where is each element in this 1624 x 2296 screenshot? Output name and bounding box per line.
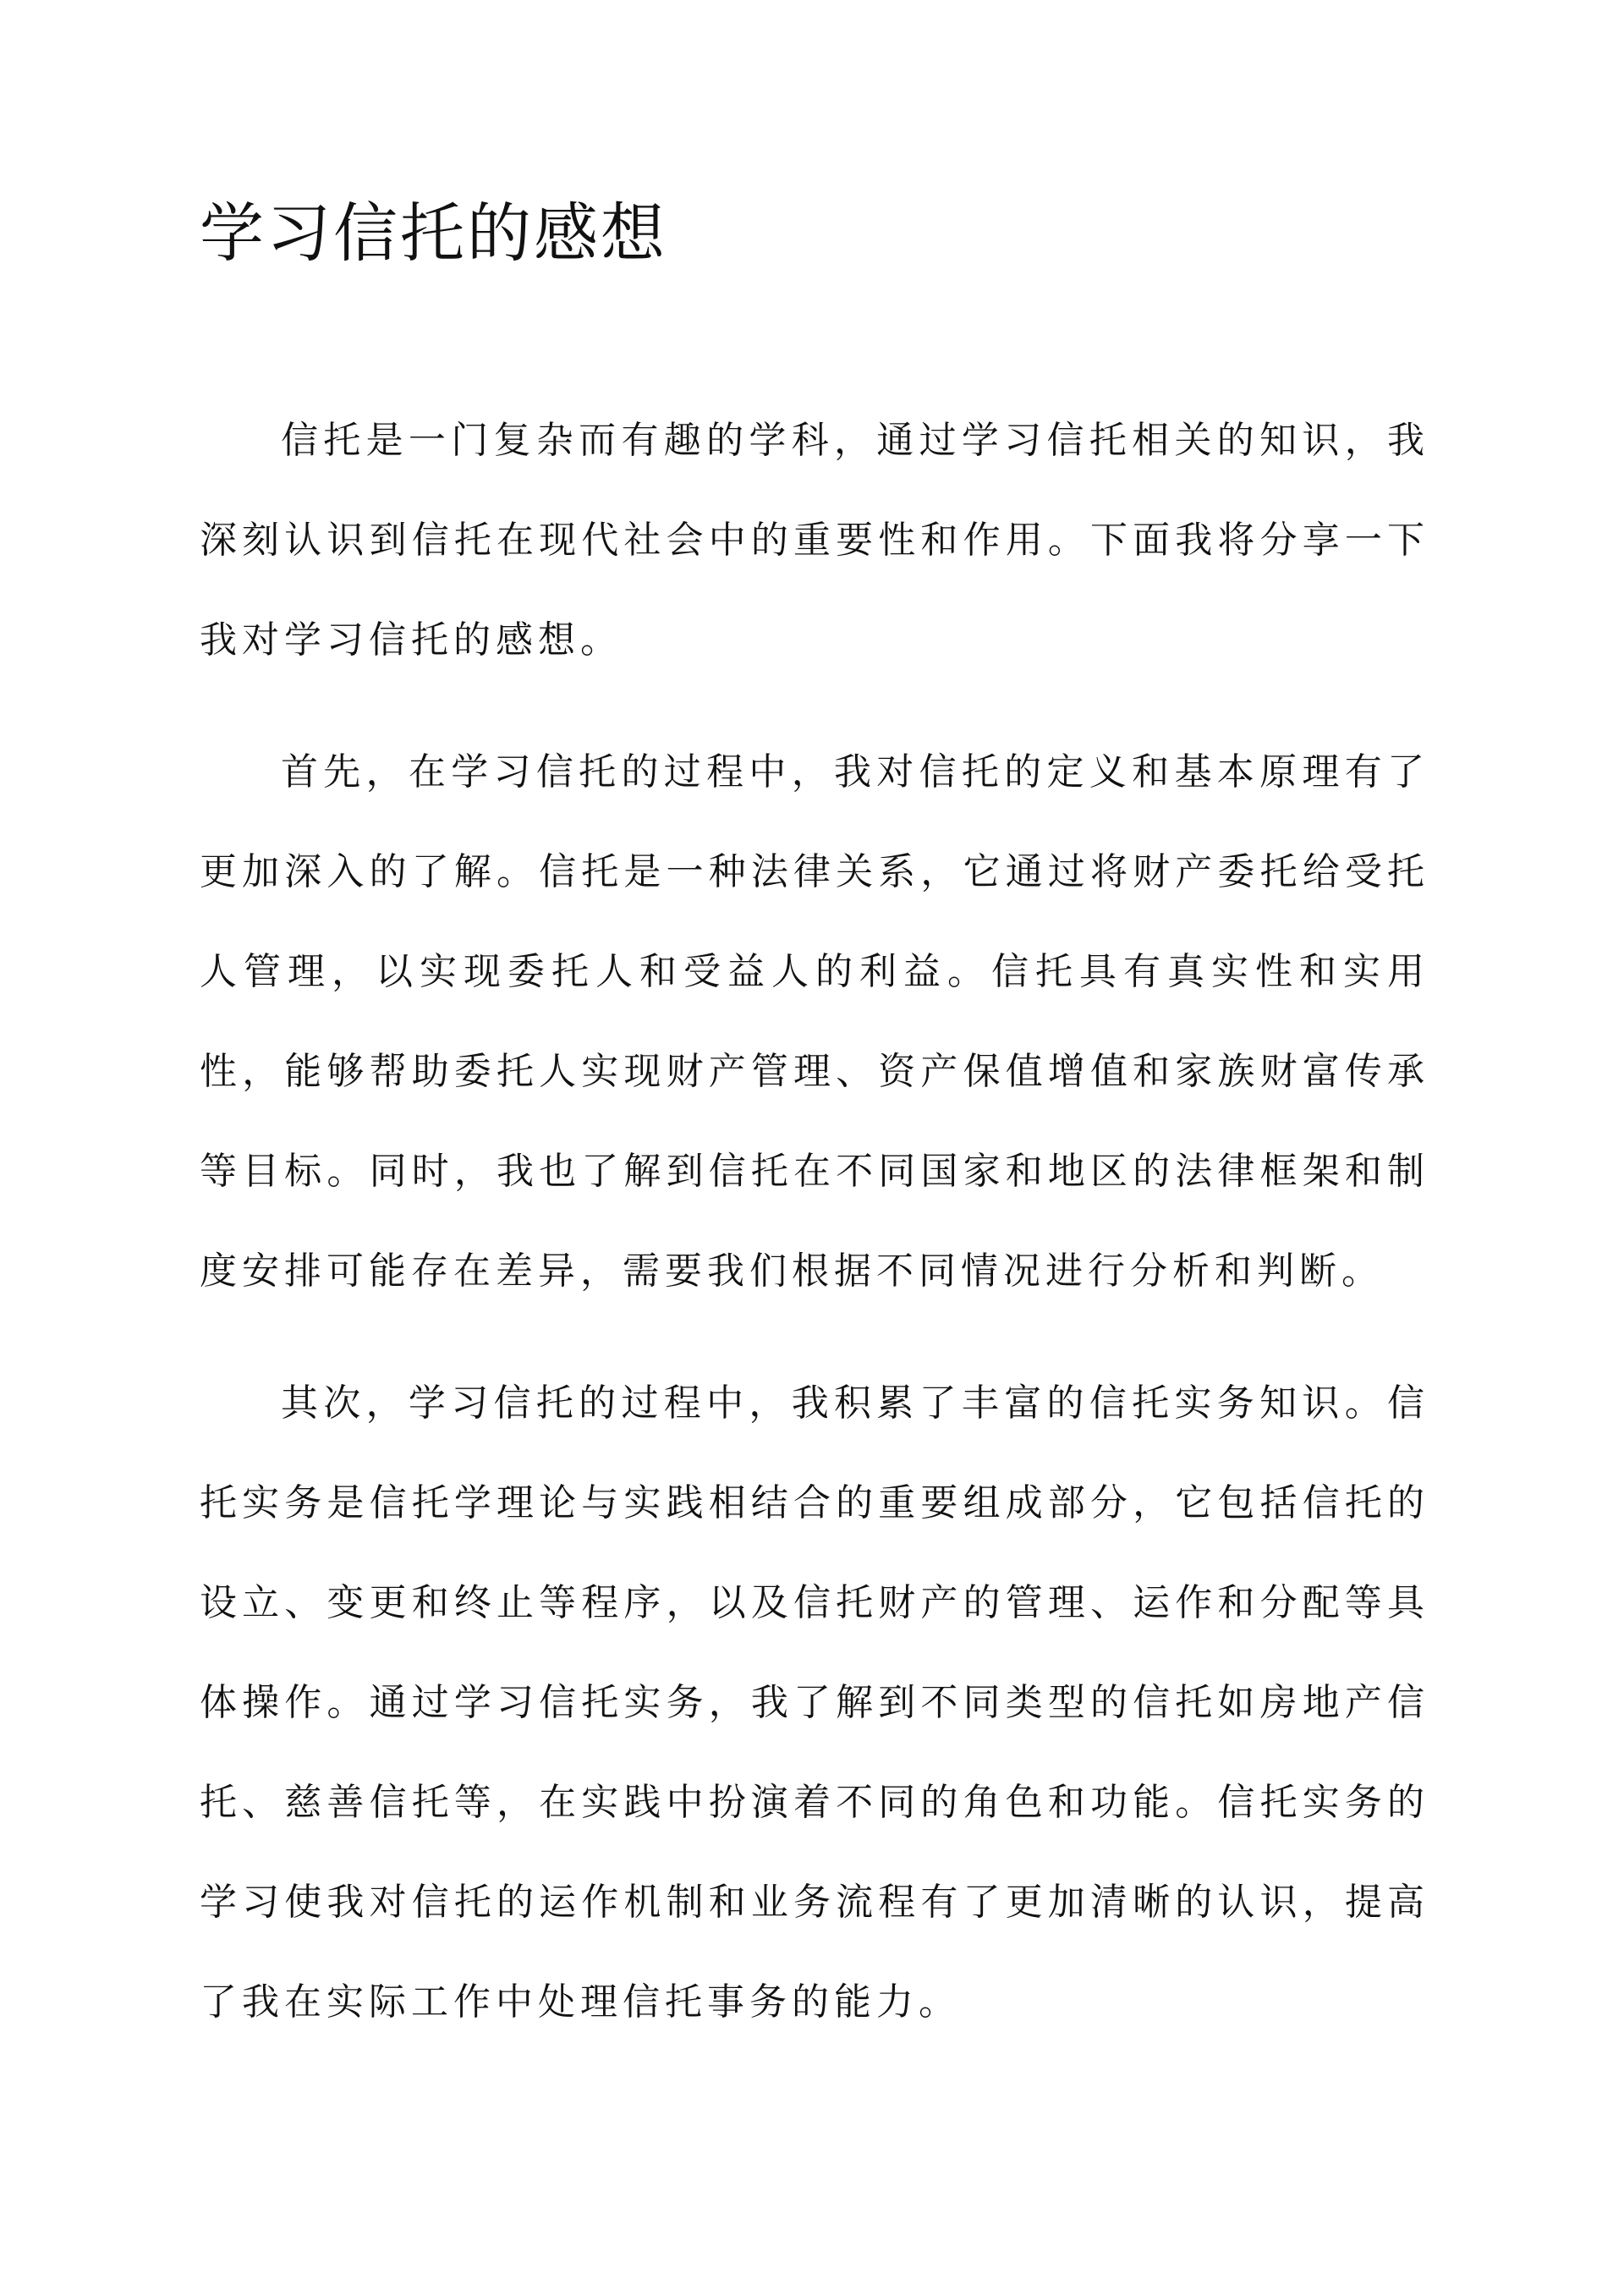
paragraph-first-point: 首先，在学习信托的过程中，我对信托的定义和基本原理有了更加深入的了解。信托是一种法律关系，它通过将财产委托给受托人管理，以实现委托人和受益人的利益。信托具有真实性和实用性，能够帮助委托人实现财产管理、资产保值增值和家族财富传承等目标。同时，我也了解到信托在不同国家和地区的法律框架和制度安排可能存在差异，需要我们根据不同情况进行分析和判断。 xyxy=(200,750,1429,1293)
document-body xyxy=(200,391,1429,2085)
paragraph-second-point: 其次，学习信托的过程中，我积累了丰富的信托实务知识。信托实务是信托学理论与实践相结合的重要组成部分，它包括信托的设立、变更和终止等程序，以及信托财产的管理、运作和分配等具体操作。通过学习信托实务，我了解到不同类型的信托如房地产信托、慈善信托等，在实践中扮演着不同的角色和功能。信托实务的学习使我对信托的运作机制和业务流程有了更加清晰的认识，提高了我在实际工作中处理信托事务的能力。 xyxy=(200,1381,1429,2024)
paragraph-intro: 信托是一门复杂而有趣的学科，通过学习信托相关的知识，我深刻认识到信托在现代社会中的重要性和作用。下面我将分享一下我对学习信托的感想。 xyxy=(200,419,1429,662)
document-title: 学习信托的感想 xyxy=(200,195,667,271)
